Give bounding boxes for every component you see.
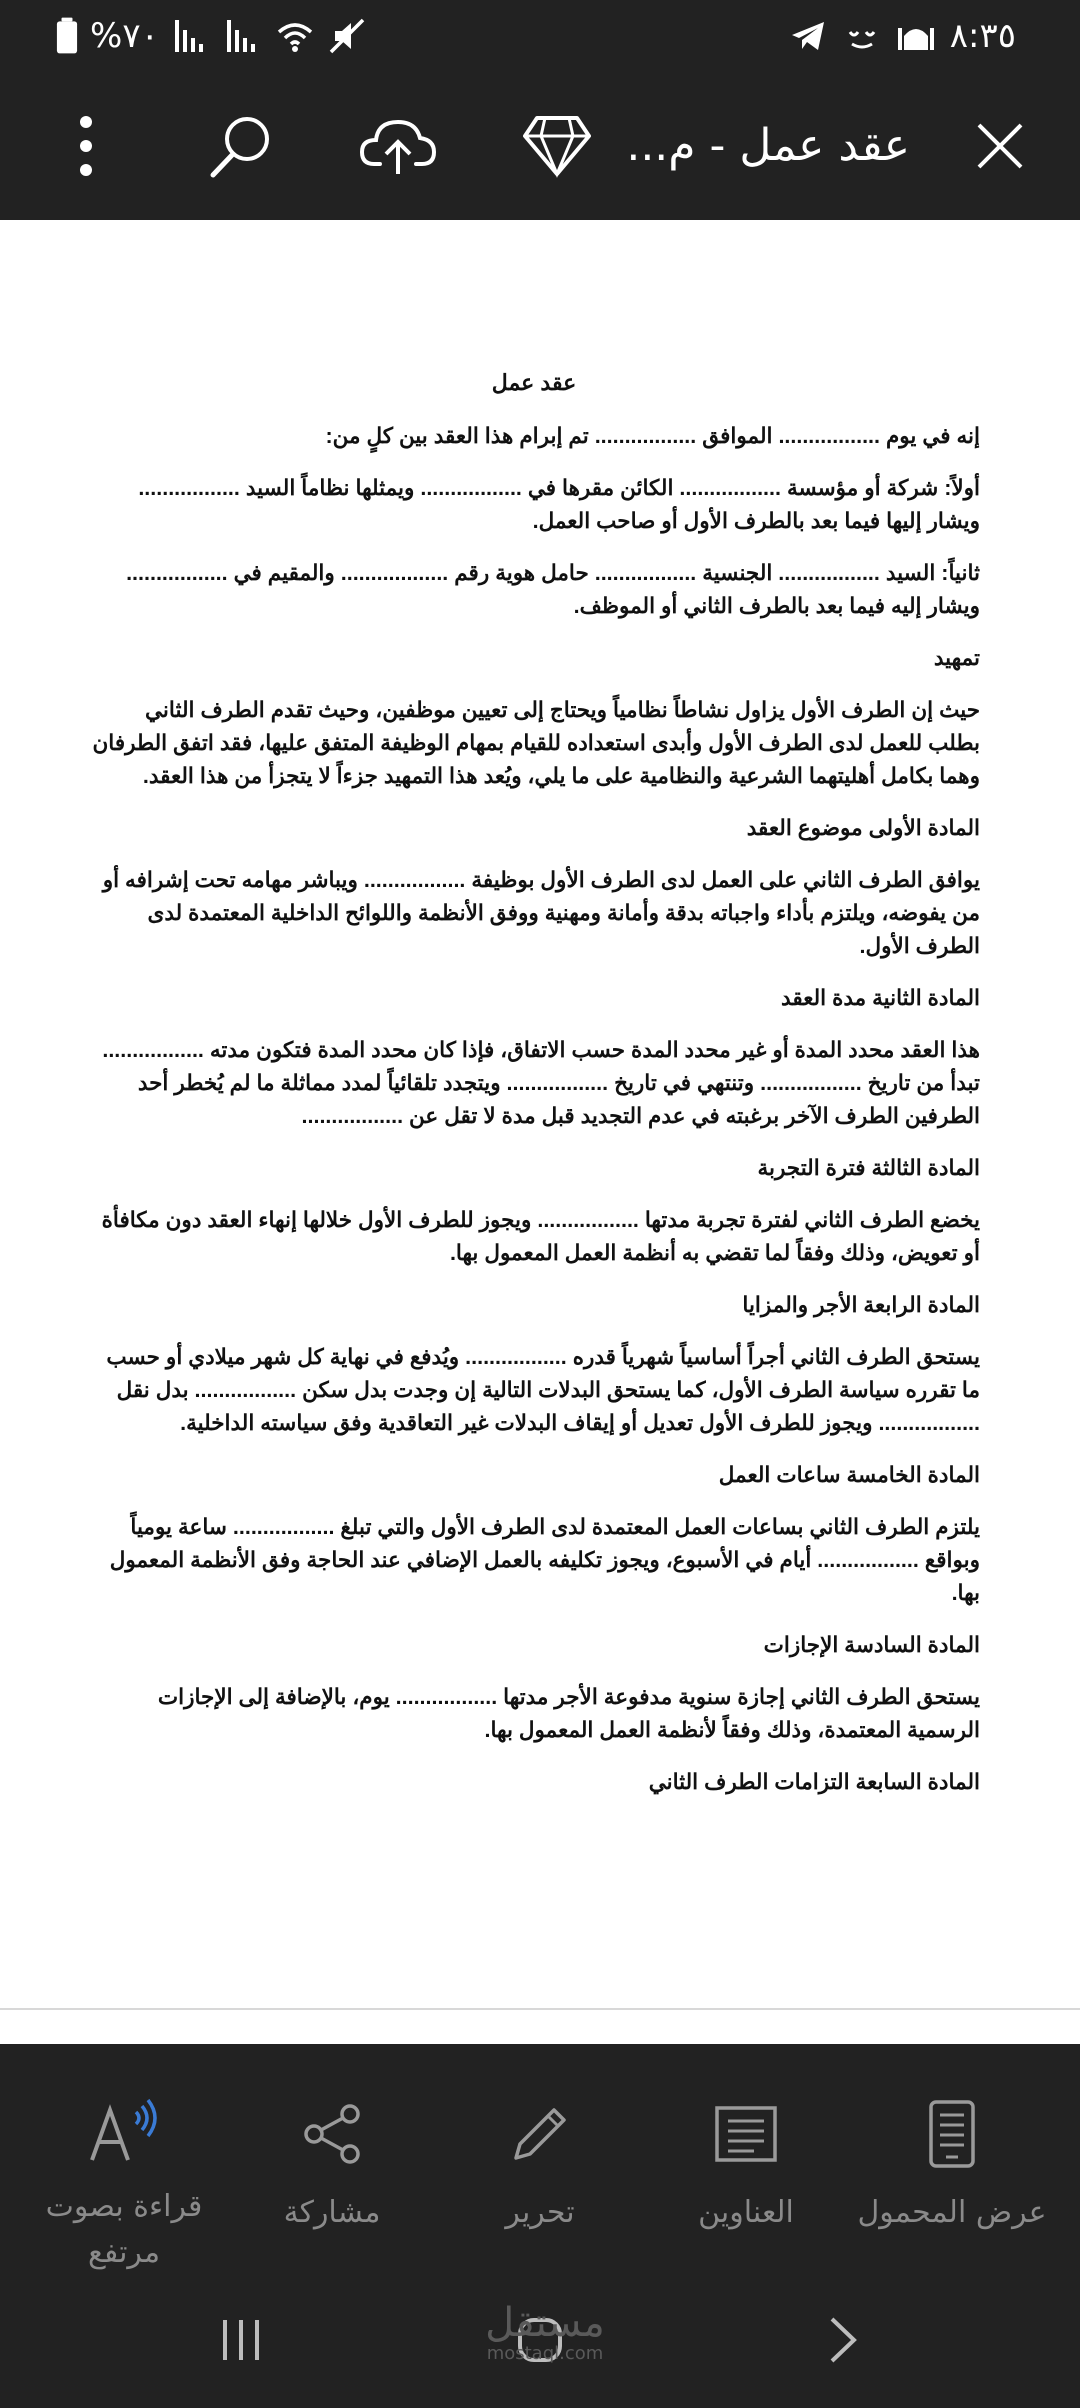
wifi-icon <box>275 16 315 56</box>
signal-2-icon <box>223 16 263 56</box>
system-navigation-bar <box>0 2272 1080 2408</box>
section-title-article-6: المادة السادسة الإجازات <box>763 1633 980 1657</box>
cloud-upload-button[interactable] <box>358 106 438 186</box>
section-title-preamble: تمهيد <box>933 646 980 670</box>
edit-button[interactable] <box>440 2096 640 2266</box>
paragraph-article-3: يخضع الطرف الثاني لفترة تجربة مدتها ................. ويجوز للطرف الأول خلالها إنهاء العقد دون مكافأة أو تعويض، وذلك وفقاً لما تقضي به أنظمة العمل المعمول بها. <box>101 1208 980 1265</box>
status-left-group <box>56 14 367 58</box>
recent-apps-icon <box>219 2318 263 2362</box>
mostaql-watermark <box>470 2302 620 2364</box>
close-button[interactable] <box>960 106 1040 186</box>
app-toolbar <box>0 72 1080 220</box>
paragraph-second-party: ثانياً: السيد ................. الجنسية ................. حامل هوية رقم .................. والمقيم في ................. ويشار إليه فيما بعد بالطرف الثاني أو الموظف. <box>126 561 980 618</box>
section-title-article-7: المادة السابعة التزامات الطرف الثاني <box>648 1770 980 1794</box>
search-icon <box>207 111 277 181</box>
edit-label: تحرير <box>505 2195 575 2230</box>
section-title-article-3: المادة الثالثة فترة التجربة <box>757 1156 980 1180</box>
more-vertical-icon <box>74 114 98 178</box>
read-aloud-icon <box>86 2096 162 2166</box>
premium-button[interactable] <box>517 106 597 186</box>
headings-label: العناوين <box>698 2195 794 2230</box>
telegram-icon <box>788 16 828 56</box>
status-right-group <box>788 14 1016 58</box>
phone-view-icon <box>928 2099 976 2169</box>
share-icon <box>300 2102 364 2166</box>
share-button[interactable] <box>232 2096 432 2266</box>
signal-1-icon <box>171 16 211 56</box>
section-title-article-4: المادة الرابعة الأجر والمزايا <box>742 1293 980 1317</box>
mute-icon <box>327 16 367 56</box>
document-body <box>88 420 980 1818</box>
document-viewer[interactable] <box>0 220 1080 2010</box>
paragraph-preamble: حيث إن الطرف الأول يزاول نشاطاً نظامياً ويحتاج إلى تعيين موظفين، وحيث تقدم الطرف الثاني بطلب للعمل لدى الطرف الأول وأبدى استعداده للقيام بمهام الوظيفة المتفق عليها، فقد اتفق الطرفان وهما بكامل أهليتهما الشرعية والنظامية على ما يلي، ويُعد هذا التمهيد جزءاً لا يتجزأ من هذا العقد. <box>92 698 980 788</box>
page-divider <box>0 2008 1080 2010</box>
section-title-article-5: المادة الخامسة ساعات العمل <box>718 1463 980 1487</box>
read-aloud-button[interactable] <box>24 2096 224 2270</box>
headings-button[interactable] <box>646 2096 846 2266</box>
document-page <box>88 220 980 2010</box>
chevron-right-icon <box>828 2315 858 2365</box>
mobile-view-button[interactable] <box>852 2096 1052 2266</box>
read-aloud-label: قراءة بصوت مرتفع <box>45 2189 203 2270</box>
watermark-latin: mostaql.com <box>486 2343 604 2364</box>
headings-icon <box>714 2105 778 2163</box>
section-title-article-2: المادة الثانية مدة العقد <box>781 986 980 1010</box>
notification-glyph-icon <box>842 16 882 56</box>
diamond-icon <box>523 114 591 178</box>
paragraph-intro: إنه في يوم ................. الموافق ................. تم إبرام هذا العقد بين كلٍ من: <box>325 424 980 448</box>
mobile-view-label: عرض المحمول <box>857 2195 1047 2230</box>
recent-apps-button[interactable] <box>196 2300 286 2380</box>
paragraph-article-5: يلتزم الطرف الثاني بساعات العمل المعتمدة لدى الطرف الأول والتي تبلغ ................. ساعة يومياً وبواقع ................. أيام في الأسبوع، ويجوز تكليفه بالعمل الإضافي عند الحاجة وفق الأنظمة المعمول بها. <box>109 1515 980 1605</box>
clock-time: ٨:٣٥ <box>949 16 1016 56</box>
paragraph-first-party: أولاً: شركة أو مؤسسة ................. الكائن مقرها في ................. ويمثلها نظاماً السيد ................. ويشار إليها فيما بعد بالطرف الأول أو صاحب العمل. <box>138 476 980 533</box>
more-options-button[interactable] <box>46 106 126 186</box>
document-title[interactable]: عقد عمل - م... <box>626 120 910 171</box>
status-bar <box>0 0 1080 72</box>
watermark-arabic: مستقل <box>485 2300 605 2346</box>
paragraph-article-4: يستحق الطرف الثاني أجراً أساسياً شهرياً قدره ................. ويُدفع في نهاية كل شهر ميلادي أو حسب ما تقرره سياسة الطرف الأول، كما يستحق البدلات التالية إن وجدت بدل سكن ................. بدل نقل ................. ويجوز للطرف الأول تعديل أو إيقاف البدلات غير التعاقدية وفق سياسته الداخلية. <box>106 1345 980 1435</box>
paragraph-article-6: يستحق الطرف الثاني إجازة سنوية مدفوعة الأجر مدتها ................. يوم، بالإضافة إلى الإجازات الرسمية المعتمدة، وذلك وفقاً لأنظمة العمل المعمول بها. <box>157 1685 980 1742</box>
back-button[interactable] <box>798 2300 888 2380</box>
pencil-icon <box>508 2102 572 2166</box>
bottom-action-bar <box>0 2044 1080 2272</box>
battery-icon <box>56 17 78 55</box>
mosque-icon <box>896 16 936 56</box>
cloud-upload-icon <box>360 114 436 178</box>
paragraph-article-1: يوافق الطرف الثاني على العمل لدى الطرف الأول بوظيفة ................. ويباشر مهامه تحت إشرافه أو من يفوضه، ويلتزم بأداء واجباته بدقة وأمانة ومهنية ووفق الأنظمة واللوائح الداخلية المعتمدة لدى الطرف الأول. <box>102 868 980 958</box>
paragraph-article-2: هذا العقد محدد المدة أو غير محدد المدة حسب الاتفاق، فإذا كان محدد المدة فتكون مدته ................. تبدأ من تاريخ ................. وتنتهي في تاريخ ................. ويتجدد تلقائياً لمدد مماثلة ما لم يُخطر أحد الطرفين الطرف الآخر برغبته في عدم التجديد قبل مدة لا تقل عن ................. <box>102 1038 980 1128</box>
document-heading: عقد عمل <box>491 370 577 395</box>
battery-percent: %٧٠ <box>90 16 159 56</box>
section-title-article-1: المادة الأولى موضوع العقد <box>746 816 980 840</box>
close-icon <box>975 121 1025 171</box>
search-button[interactable] <box>202 106 282 186</box>
share-label: مشاركة <box>283 2195 381 2230</box>
